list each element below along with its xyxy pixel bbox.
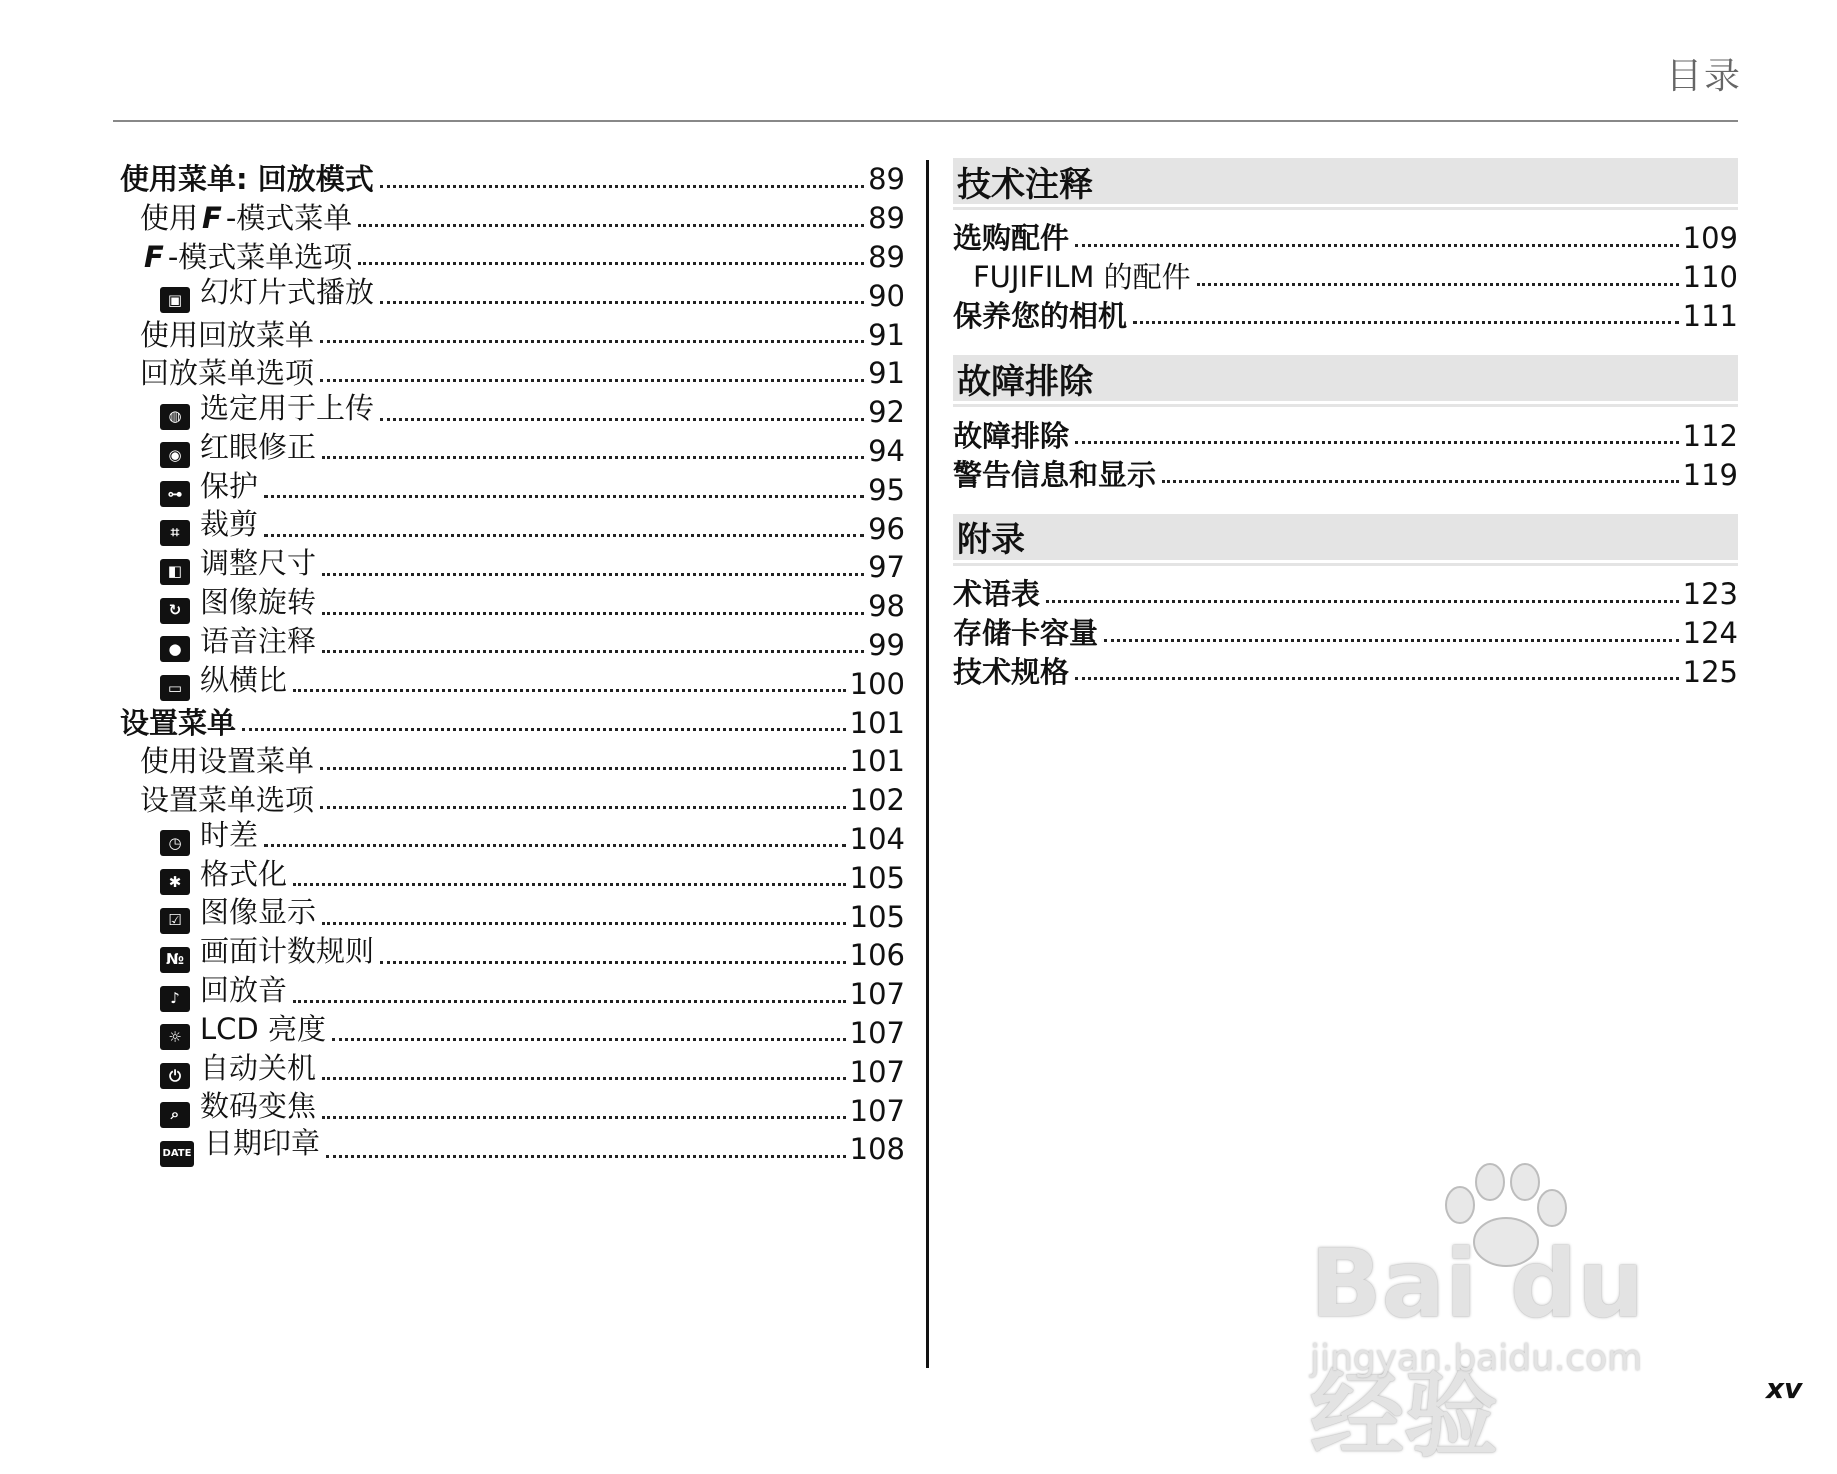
toc-entry[interactable] <box>120 779 905 818</box>
dot-leader <box>320 379 864 382</box>
watermark-logo-text: Bai du 经验 <box>1310 1230 1645 1470</box>
dot-leader <box>293 689 846 692</box>
toc-entry-label <box>160 935 374 973</box>
toc-entry-text: 数码变焦 <box>200 1089 317 1124</box>
dot-leader <box>322 922 846 925</box>
toc-entry-text: 纵横比 <box>200 662 288 697</box>
toc-entry-label <box>140 202 352 235</box>
image-display-icon: ☑ <box>160 908 190 934</box>
toc-entry-label <box>160 276 374 314</box>
section-gap <box>953 492 1738 514</box>
toc-entry[interactable] <box>120 1012 905 1051</box>
toc-page-number: 96 <box>868 511 905 546</box>
toc-page-number: 111 <box>1682 299 1738 334</box>
section-heading: 技术注释 <box>953 158 1738 207</box>
toc-page-number: 89 <box>868 240 905 275</box>
toc-entry-text: 保护 <box>200 468 259 503</box>
toc-entry-label <box>140 319 314 352</box>
toc-entry[interactable] <box>120 895 905 934</box>
toc-page-number: 107 <box>849 1015 905 1050</box>
toc-entry-label <box>140 357 314 390</box>
dot-leader <box>293 1000 846 1003</box>
toc-right-column <box>953 158 1738 689</box>
toc-page-number: 106 <box>849 938 905 973</box>
time-difference-icon: ◷ <box>160 830 190 856</box>
toc-entry-text: LCD 亮度 <box>200 1011 326 1046</box>
dot-leader <box>322 456 864 459</box>
toc-page-number: 91 <box>868 356 905 391</box>
toc-entry-label <box>160 547 316 585</box>
toc-entry[interactable] <box>953 217 1738 256</box>
toc-entry-label <box>160 1013 326 1051</box>
toc-page-number: 91 <box>868 317 905 352</box>
f-mode-icon: F <box>202 201 222 236</box>
toc-entry-text: 使用回放菜单 <box>140 317 315 352</box>
slideshow-icon: ▣ <box>160 287 190 313</box>
toc-entry-text: 存储卡容量 <box>953 616 1099 651</box>
section-heading: 附录 <box>953 514 1738 563</box>
format-icon: ✱ <box>160 869 190 895</box>
dot-leader <box>264 534 864 537</box>
toc-entry-text: 警告信息和显示 <box>953 457 1157 492</box>
toc-entry[interactable] <box>120 430 905 469</box>
toc-page-number: 109 <box>1682 221 1738 256</box>
toc-entry-label <box>953 656 1069 689</box>
toc-entry-text: 使用设置菜单 <box>140 744 315 779</box>
toc-page-number: 95 <box>868 472 905 507</box>
dot-leader <box>358 262 864 265</box>
dot-leader <box>1197 283 1679 286</box>
toc-entry-label <box>140 784 314 817</box>
dot-leader <box>1162 480 1679 483</box>
toc-entry[interactable] <box>953 612 1738 651</box>
toc-entry-text: 故障排除 <box>953 418 1070 453</box>
toc-page-number: 89 <box>868 201 905 236</box>
toc-page-number: 119 <box>1682 457 1738 492</box>
toc-entry[interactable] <box>120 274 905 313</box>
toc-entry[interactable] <box>120 546 905 585</box>
column-divider <box>926 160 929 1368</box>
toc-entry-label <box>160 586 316 624</box>
toc-entry-text: 选购配件 <box>953 221 1070 256</box>
toc-page-number: 125 <box>1682 655 1738 690</box>
toc-entry-text: 语音注释 <box>200 623 317 658</box>
toc-page-number: 107 <box>849 1093 905 1128</box>
dot-leader <box>380 961 846 964</box>
toc-entry[interactable] <box>953 453 1738 492</box>
toc-page-number: 101 <box>849 744 905 779</box>
toc-entry-text: 选定用于上传 <box>200 391 375 426</box>
dot-leader <box>320 340 864 343</box>
toc-entry[interactable] <box>120 313 905 352</box>
toc-page-number: 108 <box>849 1132 905 1167</box>
toc-entry[interactable] <box>120 468 905 507</box>
toc-entry-text: 回放音 <box>200 973 288 1008</box>
toc-entry-text: 技术规格 <box>953 655 1070 690</box>
toc-page-number: 107 <box>849 977 905 1012</box>
dot-leader <box>332 1038 846 1041</box>
toc-page-number: 100 <box>849 666 905 701</box>
toc-entry-text: 术语表 <box>953 577 1041 612</box>
toc-page-number: 99 <box>868 628 905 663</box>
toc-entry[interactable] <box>120 934 905 973</box>
toc-entry-text: 调整尺寸 <box>200 546 317 581</box>
toc-entry-label <box>160 896 316 934</box>
dot-leader <box>322 573 864 576</box>
toc-entry-text: 幻灯片式播放 <box>200 274 375 309</box>
auto-power-off-icon: ⏻ <box>160 1063 190 1089</box>
toc-entry[interactable] <box>120 624 905 663</box>
toc-entry-text: 格式化 <box>200 856 288 891</box>
toc-entry-text: FUJIFILM 的配件 <box>973 260 1191 295</box>
voice-memo-icon: ● <box>160 636 190 662</box>
toc-entry-text: 回放菜单选项 <box>140 356 315 391</box>
toc-entry-label <box>160 1052 316 1090</box>
dot-leader <box>1046 600 1679 603</box>
dot-leader <box>1075 441 1679 444</box>
toc-entry-label <box>160 625 316 663</box>
toc-entry[interactable] <box>120 391 905 430</box>
toc-entry-label-prefix: 使用 <box>140 201 199 236</box>
frame-numbering-icon: № <box>160 947 190 973</box>
toc-entry[interactable] <box>953 414 1738 453</box>
upload-icon: ◍ <box>160 404 190 430</box>
toc-entry-label <box>953 300 1127 333</box>
toc-page-number: 105 <box>849 899 905 934</box>
toc-entry-label <box>160 819 258 857</box>
dot-leader <box>242 728 846 731</box>
toc-entry[interactable] <box>120 236 905 275</box>
toc-entry-label <box>160 392 374 430</box>
toc-entry-label <box>120 707 236 740</box>
toc-entry[interactable] <box>120 740 905 779</box>
toc-entry-text: 裁剪 <box>200 507 259 542</box>
toc-page-number: 104 <box>849 822 905 856</box>
toc-entry-text: 画面计数规则 <box>200 934 375 969</box>
toc-page-number: 94 <box>868 434 905 469</box>
toc-entry-label <box>953 459 1156 492</box>
toc-entry-label <box>140 745 314 778</box>
digital-zoom-icon: ⌕ <box>160 1102 190 1128</box>
toc-entry-label <box>160 431 316 469</box>
toc-entry-text: 设置菜单 <box>120 705 237 740</box>
toc-entry-label <box>160 1090 316 1128</box>
toc-page-number: 123 <box>1682 577 1738 612</box>
resize-icon: ◧ <box>160 559 190 585</box>
playback-volume-icon: ♪ <box>160 986 190 1012</box>
dot-leader <box>358 224 864 227</box>
toc-entry[interactable] <box>953 256 1738 295</box>
toc-entry[interactable] <box>120 701 905 740</box>
toc-entry-text: 保养您的相机 <box>953 299 1128 334</box>
toc-entry[interactable] <box>120 1050 905 1089</box>
dot-leader <box>322 650 864 653</box>
watermark-url: jingyan.baidu.com <box>1310 1338 1643 1379</box>
toc-entry-label <box>140 241 352 274</box>
aspect-ratio-icon: ▭ <box>160 675 190 701</box>
red-eye-icon: ◉ <box>160 442 190 468</box>
crop-icon: ⌗ <box>160 520 190 546</box>
toc-entry-text: 红眼修正 <box>200 429 317 464</box>
toc-entry[interactable] <box>953 573 1738 612</box>
toc-entry-label <box>160 974 287 1012</box>
toc-page-number: 97 <box>868 550 905 585</box>
toc-entry-text: 自动关机 <box>200 1050 317 1085</box>
baidu-watermark <box>1300 1160 1760 1470</box>
dot-leader <box>264 495 864 498</box>
toc-entry-label <box>953 420 1069 453</box>
dot-leader <box>380 418 864 421</box>
toc-entry[interactable] <box>120 662 905 701</box>
toc-page-number: 107 <box>849 1054 905 1089</box>
dot-leader <box>1075 677 1679 680</box>
dot-leader <box>1133 321 1679 324</box>
toc-entry[interactable] <box>120 507 905 546</box>
toc-entry-label-suffix: -模式菜单选项 <box>167 240 353 275</box>
toc-page-number: 98 <box>868 589 905 624</box>
toc-entry-label <box>953 578 1040 611</box>
toc-page-number: 92 <box>868 395 905 430</box>
page-header-title: 目录 <box>1666 56 1743 97</box>
toc-entry[interactable] <box>120 585 905 624</box>
dot-leader <box>264 844 846 847</box>
header-divider <box>113 120 1738 122</box>
toc-page-number: 101 <box>849 705 905 740</box>
toc-entry-text: 日期印章 <box>204 1125 321 1160</box>
toc-entry-text: 设置菜单选项 <box>140 783 315 818</box>
toc-entry-label <box>160 508 258 546</box>
dot-leader <box>322 612 864 615</box>
dot-leader <box>322 1077 846 1080</box>
toc-entry[interactable] <box>120 197 905 236</box>
protect-key-icon: ⊶ <box>160 481 190 507</box>
toc-entry-label <box>160 470 258 508</box>
section-gap <box>953 333 1738 355</box>
toc-entry[interactable] <box>120 158 905 197</box>
toc-entry-label <box>120 163 374 196</box>
toc-entry[interactable] <box>120 856 905 895</box>
toc-entry-label <box>160 664 287 702</box>
toc-entry-label <box>160 858 287 896</box>
toc-entry-text: 图像旋转 <box>200 585 317 620</box>
toc-entry-label <box>973 261 1191 294</box>
dot-leader <box>320 806 846 809</box>
toc-page-number: 124 <box>1682 616 1738 651</box>
toc-entry[interactable] <box>120 1089 905 1128</box>
toc-left-column <box>120 158 905 1167</box>
dot-leader <box>380 185 864 188</box>
lcd-brightness-icon: ☼ <box>160 1024 190 1050</box>
dot-leader <box>293 883 846 886</box>
toc-entry[interactable] <box>953 295 1738 334</box>
toc-entry-text: 使用菜单: 回放模式 <box>120 162 374 197</box>
toc-page-number: 110 <box>1682 260 1738 295</box>
dot-leader <box>1104 639 1679 642</box>
f-mode-icon: F <box>144 240 164 275</box>
rotate-icon: ↻ <box>160 598 190 624</box>
toc-page-number: 112 <box>1682 418 1738 453</box>
toc-page-number: 105 <box>849 860 905 895</box>
toc-page-number: 90 <box>868 278 905 313</box>
toc-entry[interactable] <box>953 651 1738 690</box>
toc-page-number: 102 <box>849 783 905 818</box>
dot-leader <box>380 301 864 304</box>
page-number: xv <box>1766 1372 1803 1405</box>
toc-entry-label-suffix: -模式菜单 <box>225 201 353 236</box>
toc-entry-label <box>160 1127 320 1167</box>
toc-page-number: 89 <box>868 162 905 197</box>
dot-leader <box>326 1155 846 1158</box>
toc-entry[interactable] <box>120 352 905 391</box>
section-heading: 故障排除 <box>953 355 1738 404</box>
toc-entry-label <box>953 617 1098 650</box>
date-stamp-icon: DATE <box>160 1141 194 1167</box>
toc-entry[interactable] <box>120 1125 905 1167</box>
toc-entry[interactable] <box>120 973 905 1012</box>
dot-leader <box>320 767 846 770</box>
toc-entry-text: 图像显示 <box>200 895 317 930</box>
toc-entry-label <box>953 222 1069 255</box>
dot-leader <box>1075 244 1679 247</box>
dot-leader <box>322 1116 846 1119</box>
toc-entry-text: 时差 <box>200 817 259 852</box>
toc-entry[interactable] <box>120 818 905 857</box>
